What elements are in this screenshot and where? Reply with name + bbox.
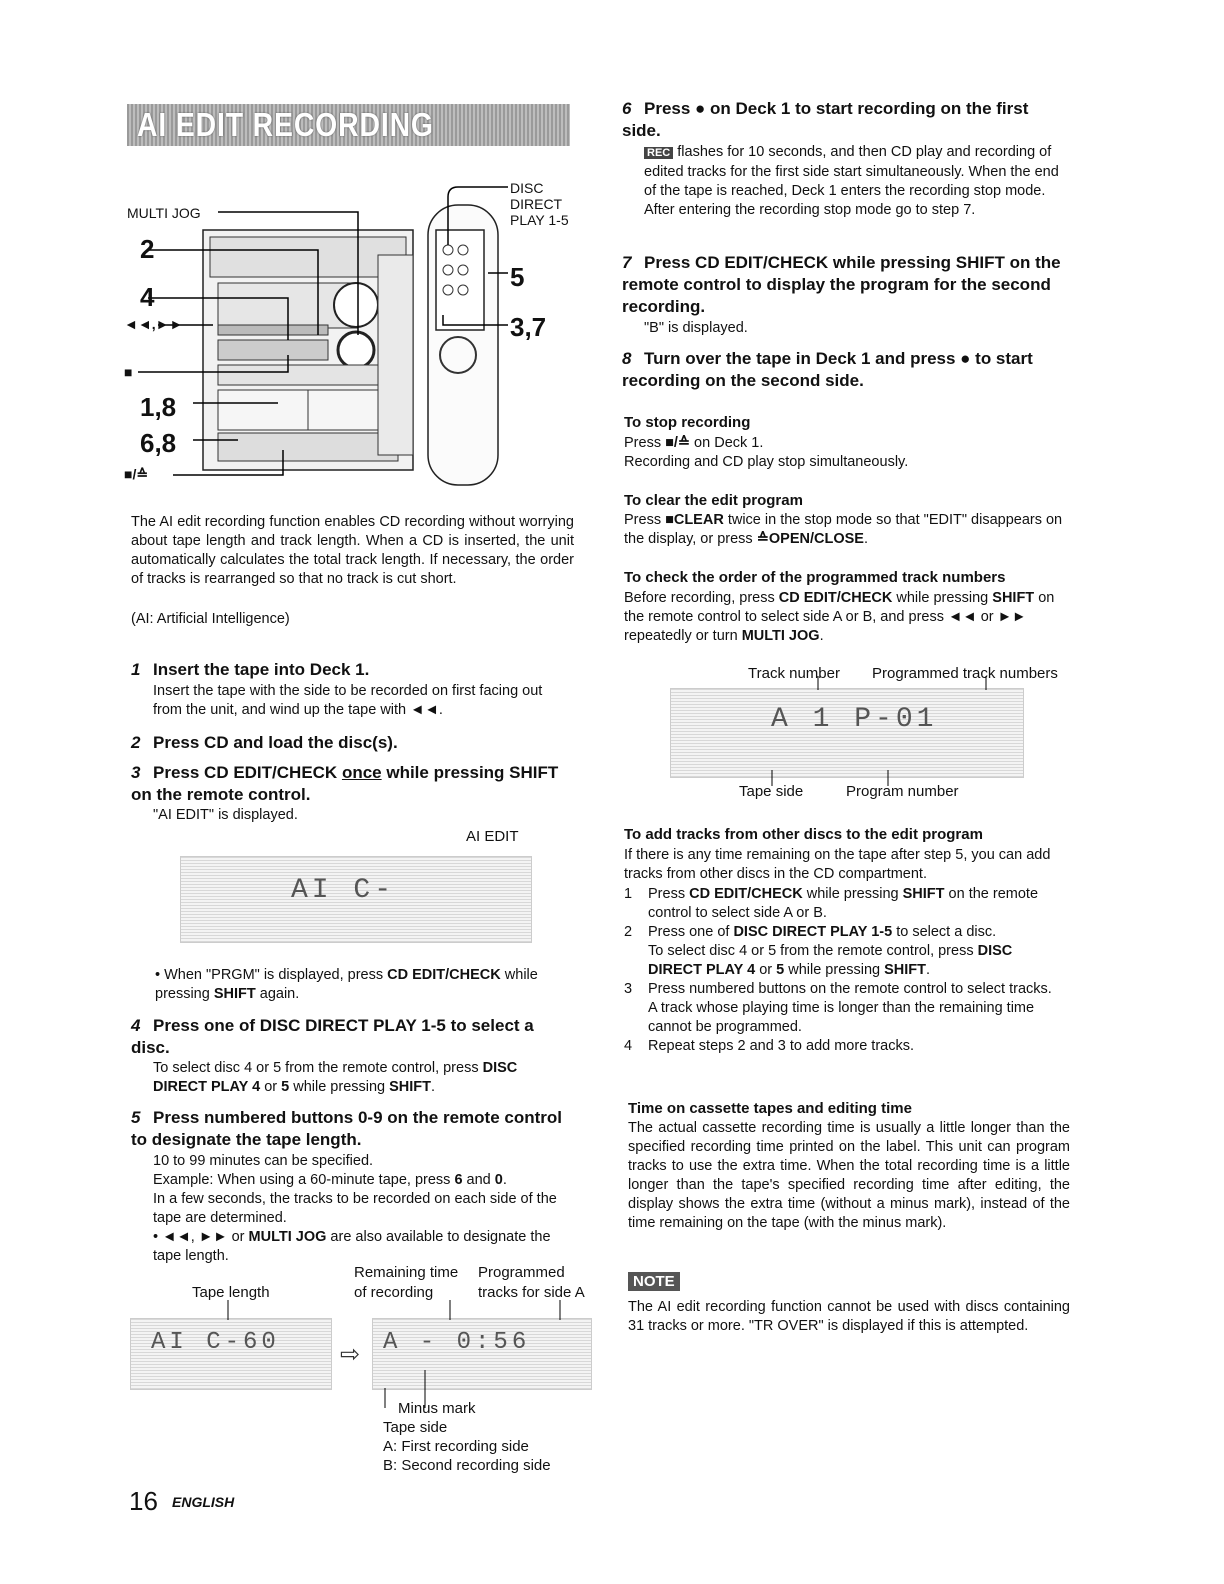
add-item-3 <box>624 980 1067 1037</box>
add-item-4 <box>624 1037 1067 1056</box>
step-8-heading <box>622 348 1067 392</box>
callout-stop-eject: ■/≙ <box>124 466 149 482</box>
clear-text: twice in the stop mode so that "EDIT" disappears on the display, or press <box>624 512 1063 547</box>
step-5-body <box>153 1152 574 1266</box>
step-4-bold: SHIFT <box>389 1079 432 1095</box>
step-3-title-once: once <box>341 763 382 782</box>
step-5-line: In a few seconds, the tracks to be recorded on each side of the tape are determined. <box>153 1191 557 1226</box>
callout-6-8: 6,8 <box>140 428 177 458</box>
step-7-number: 7 <box>622 253 632 272</box>
intro-ai-note: (AI: Artificial Intelligence) <box>131 611 290 627</box>
button-strip-2 <box>218 340 328 360</box>
callout-stop: ■ <box>124 364 133 380</box>
note-badge: NOTE <box>628 1272 680 1291</box>
label-track-number: Track number <box>748 665 840 682</box>
clear-bold: ■CLEAR <box>665 512 724 528</box>
clear-text: . <box>863 531 868 547</box>
step-3-body: "AI EDIT" is displayed. <box>153 807 298 823</box>
lcd-right-leader-lines <box>670 676 1030 788</box>
check-bold: CD EDIT/CHECK <box>778 590 893 606</box>
side-speaker <box>378 255 413 455</box>
check-text: while pressing <box>892 590 993 606</box>
step-7-title: Press CD EDIT/CHECK while pressing SHIFT on the remote control to display the program for the second recording. <box>622 253 1061 316</box>
add-item-text <box>648 923 1067 980</box>
add-item-text: Repeat steps 2 and 3 to add more tracks. <box>648 1038 914 1054</box>
rec-indicator: REC <box>644 147 673 159</box>
add-bold: DISC DIRECT PLAY 4 <box>648 943 1013 978</box>
callout-2: 2 <box>140 234 155 264</box>
label-programmed-track-numbers: Programmed track numbers <box>872 665 1058 682</box>
step-6-title: Press ● on Deck 1 to start recording on the first side. <box>622 99 1029 140</box>
step-2-heading <box>131 732 398 754</box>
label-side-a: A: First recording side <box>383 1438 529 1455</box>
add-text: on the remote control to select side A or B. <box>648 886 1039 921</box>
step-2-number: 2 <box>131 733 141 752</box>
product-diagram <box>118 175 578 495</box>
step-4-body <box>153 1059 574 1097</box>
callout-1-8: 1,8 <box>140 392 177 422</box>
check-text: Before recording, press <box>624 590 779 606</box>
label-programmed-1: Programmed <box>478 1264 565 1281</box>
bullet-bold: SHIFT <box>213 986 256 1002</box>
label-minus-mark: Minus mark <box>398 1400 476 1417</box>
arrow-right-icon: ⇨ <box>340 1341 361 1368</box>
stop-line-2: Recording and CD play stop simultaneously. <box>624 454 909 470</box>
add-text: To select disc 4 or 5 from the remote control, press <box>648 943 978 959</box>
step-4-text: . <box>431 1079 436 1095</box>
title-banner <box>127 104 570 146</box>
lcd-leader-lines <box>130 1300 600 1410</box>
cd-tray-panel <box>210 237 406 277</box>
check-order-heading: To check the order of the programmed track numbers <box>624 569 1006 586</box>
multi-jog-knob <box>338 332 374 368</box>
step-5-bullet <box>153 1228 574 1266</box>
add-bold: SHIFT <box>902 886 945 902</box>
lcd-program-check-text: A 1 P-01 <box>771 704 938 735</box>
add-tracks-intro: If there is any time remaining on the tape after step 5, you can add tracks from other discs in the CD compartment. <box>624 847 1051 882</box>
add-text: while pressing <box>802 886 903 902</box>
step-5-line: 10 to 99 minutes can be specified. <box>153 1153 374 1169</box>
step-5-text: . <box>502 1172 507 1188</box>
stop-text: Press <box>624 435 666 451</box>
label-side-b: B: Second recording side <box>383 1457 551 1474</box>
clear-program-heading: To clear the edit program <box>624 492 803 509</box>
label-tape-side: Tape side <box>383 1419 448 1436</box>
step-5-title: Press numbered buttons 0-9 on the remote control to designate the tape length. <box>131 1108 563 1149</box>
time-editing-body: The actual cassette recording time is usually a little longer than the specified recording time printed on the label. This unit can program tracks to use the extra time. When the total recording time is a little longer than the tape's specified recording time after editing, the display shows the extra time (without a minus mark), instead of the time remaining on the tape (with the minus mark). <box>628 1120 1070 1231</box>
step-1-number: 1 <box>131 660 141 679</box>
lcd-ai-edit-text: AI C- <box>291 875 396 906</box>
add-text: A track whose playing time is longer than the remaining time cannot be programmed. <box>648 1000 1035 1035</box>
add-tracks-list <box>624 885 1067 1056</box>
note-body: The AI edit recording function cannot be used with discs containing 31 tracks or more. "TR OVER" is displayed if this is attempted. <box>628 1299 1070 1334</box>
add-tracks-heading: To add tracks from other discs to the edit program <box>624 826 983 843</box>
stop-bold: ■/≙ <box>665 435 691 451</box>
check-order-body <box>624 589 1067 646</box>
add-text: Press <box>648 886 690 902</box>
step-5-text: Example: When using a 60-minute tape, press <box>153 1172 455 1188</box>
label-multi-jog: MULTI JOG <box>127 205 201 221</box>
bullet-text: while pressing <box>155 967 538 1002</box>
language-label: ENGLISH <box>172 1494 235 1510</box>
bottom-controls <box>218 433 398 461</box>
label-tape-side-right: Tape side <box>739 783 804 800</box>
add-text: . <box>926 962 931 978</box>
add-bold: DISC DIRECT PLAY 1-5 <box>733 924 893 940</box>
label-remaining-2: of recording <box>354 1284 434 1301</box>
add-bold: 5 <box>776 962 785 978</box>
step-6-text: flashes for 10 seconds, and then CD play and recording of edited tracks for the first side start simultaneously. When the end of the tape is reached, Deck 1 enters the recording stop mode. After entering the recording stop mode go to step 7. <box>644 144 1059 218</box>
add-text: Press numbered buttons on the remote control to select tracks. <box>648 981 1052 997</box>
intro-paragraph: The AI edit recording function enables CD recording without worrying about tape length and track length. When a CD is inserted, the unit automatically calculates the total track length. If necessary, the order of tracks is rearranged so that no track is cut short. <box>131 514 574 587</box>
add-item-text <box>648 980 1067 1037</box>
jog-knob-upper <box>334 283 378 327</box>
check-text: on the remote control to select side A or B, and press ◄◄ or ►► repeatedly or turn <box>624 590 1055 644</box>
step-1-body: Insert the tape with the side to be recorded on first facing out from the unit, and wind up the tape with ◄◄. <box>153 683 543 718</box>
add-text: to select a disc. <box>892 924 997 940</box>
check-bold: MULTI JOG <box>741 628 820 644</box>
stop-text: on Deck 1. <box>690 435 764 451</box>
add-item-number: 3 <box>624 981 633 997</box>
step-7-heading <box>622 252 1067 318</box>
clear-program-body <box>624 511 1067 549</box>
stop-line-1 <box>624 434 1067 453</box>
step-5-bold: 6 <box>454 1172 463 1188</box>
step-4-text: or <box>260 1079 282 1095</box>
add-text: or <box>755 962 777 978</box>
add-item-1 <box>624 885 1067 923</box>
label-programmed-2: tracks for side A <box>478 1284 585 1301</box>
step-5-text: are also available to designate the tape length. <box>153 1229 551 1264</box>
step-4-number: 4 <box>131 1016 141 1035</box>
callout-4: 4 <box>140 282 155 312</box>
button-strip-3 <box>218 365 398 385</box>
add-item-number: 1 <box>624 886 633 902</box>
lcd-remaining-text: A - 0:56 <box>383 1329 531 1356</box>
callout-rew-ff: ◄◄,►► <box>124 316 184 332</box>
label-disc-direct <box>510 180 569 228</box>
check-text: . <box>819 628 824 644</box>
page-number: 16 <box>129 1486 158 1516</box>
step-4-text: while pressing <box>289 1079 390 1095</box>
step-1-heading <box>131 659 369 681</box>
step-5-bold: MULTI JOG <box>248 1229 327 1245</box>
step-5-heading <box>131 1107 574 1151</box>
step-5-text: and <box>462 1172 495 1188</box>
time-editing-heading: Time on cassette tapes and editing time <box>628 1100 912 1117</box>
step-4-text: To select disc 4 or 5 from the remote control, press <box>153 1060 483 1076</box>
step-5-number: 5 <box>131 1108 141 1127</box>
step-2-title: Press CD and load the disc(s). <box>153 733 398 752</box>
add-item-2 <box>624 923 1067 980</box>
lcd-display-ai-edit <box>180 856 532 943</box>
step-7-body: "B" is displayed. <box>644 320 748 336</box>
bullet-prgm-note <box>155 966 575 1004</box>
label-disc-direct-line: PLAY 1-5 <box>510 212 569 228</box>
step-5-bold: 0 <box>494 1172 503 1188</box>
label-tape-length: Tape length <box>192 1284 270 1301</box>
step-4-title: Press one of DISC DIRECT PLAY 1-5 to select a disc. <box>131 1016 534 1057</box>
step-6-heading <box>622 98 1067 142</box>
step-6-body <box>644 143 1067 220</box>
step-4-bold: 5 <box>281 1079 290 1095</box>
add-text: Press one of <box>648 924 734 940</box>
step-4-heading <box>131 1015 574 1059</box>
label-disc-direct-line: DIRECT <box>510 196 563 212</box>
check-bold: SHIFT <box>992 590 1035 606</box>
step-5-text: • ◄◄, ►► or <box>153 1229 249 1245</box>
page-title: AI EDIT RECORDING <box>137 106 434 143</box>
step-3-heading <box>131 762 574 806</box>
clear-bold: ≙OPEN/CLOSE <box>756 531 864 547</box>
step-4-bold: DISC DIRECT PLAY 4 <box>153 1060 518 1095</box>
step-8-title: Turn over the tape in Deck 1 and press ● to start recording on the second side. <box>622 349 1033 390</box>
add-item-number: 2 <box>624 924 633 940</box>
step-3-title-a: Press CD EDIT/CHECK <box>153 763 342 782</box>
callout-3-7: 3,7 <box>510 312 547 342</box>
add-bold: CD EDIT/CHECK <box>689 886 803 902</box>
add-item-text <box>648 885 1067 923</box>
lcd-tape-length-text: AI C-60 <box>151 1329 280 1356</box>
bullet-text: again. <box>255 986 300 1002</box>
label-remaining-1: Remaining time <box>354 1264 459 1281</box>
step-3-number: 3 <box>131 763 141 782</box>
step-8-number: 8 <box>622 349 632 368</box>
add-text: while pressing <box>784 962 885 978</box>
step-3-title-b: while pressing SHIFT on the remote control. <box>131 763 559 804</box>
label-program-number: Program number <box>846 783 959 800</box>
ai-edit-label: AI EDIT <box>466 828 519 845</box>
label-disc-direct-line: DISC <box>510 180 544 196</box>
button-strip-1 <box>218 325 328 335</box>
step-6-number: 6 <box>622 99 632 118</box>
bullet-bold: CD EDIT/CHECK <box>387 967 501 983</box>
bullet-text: • When "PRGM" is displayed, press <box>155 967 388 983</box>
step-5-example <box>153 1171 574 1190</box>
clear-text: Press <box>624 512 666 528</box>
callout-5: 5 <box>510 262 525 292</box>
step-1-title: Insert the tape into Deck 1. <box>153 660 370 679</box>
stop-recording-body <box>624 434 1067 472</box>
add-item-number: 4 <box>624 1038 633 1054</box>
stop-recording-heading: To stop recording <box>624 414 751 431</box>
add-bold: SHIFT <box>884 962 927 978</box>
